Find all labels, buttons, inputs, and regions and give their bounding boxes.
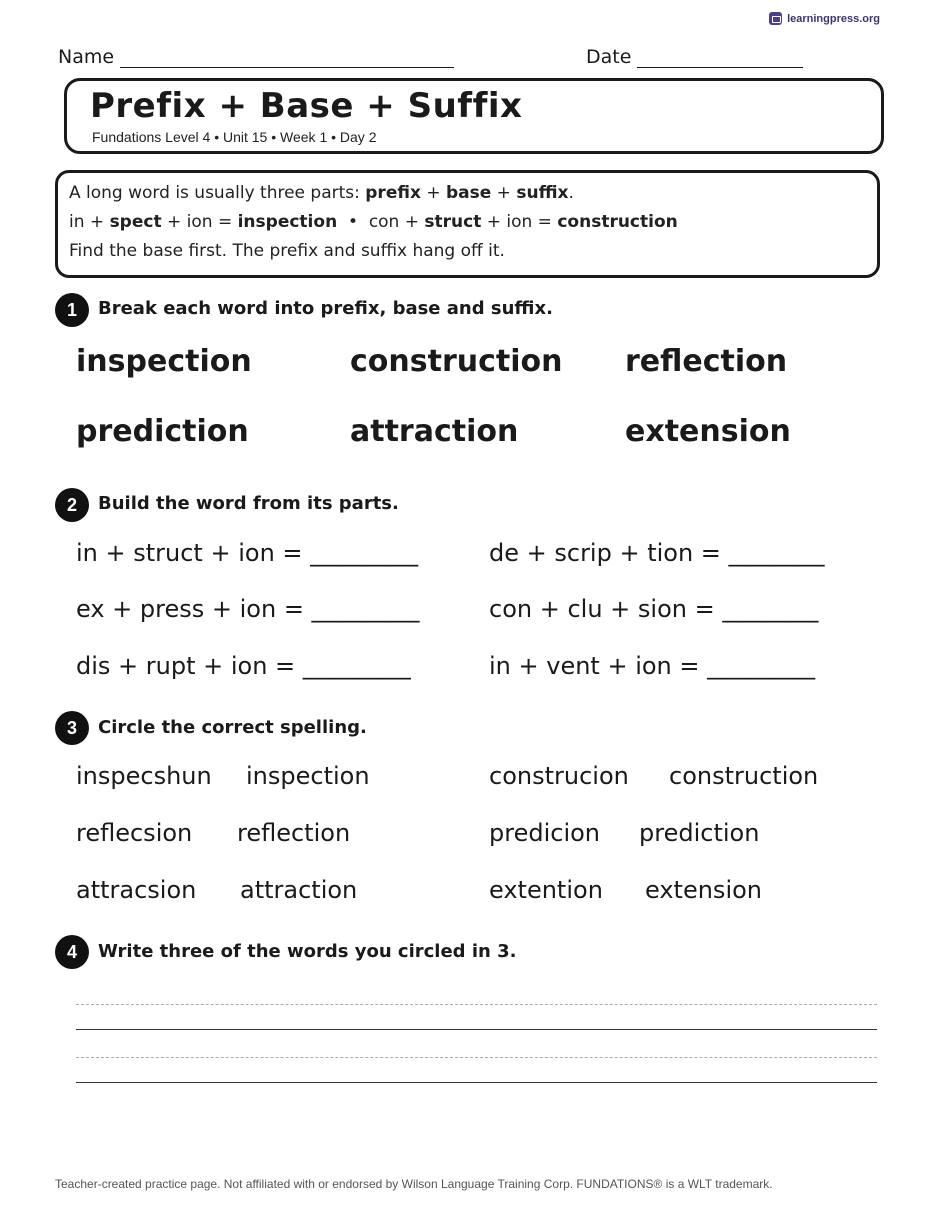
info-bold: prefix <box>365 183 421 203</box>
spelling-option[interactable]: construction <box>669 762 819 790</box>
spelling-option[interactable]: attracsion <box>76 876 197 904</box>
break-word: attraction <box>350 414 519 449</box>
info-bold: spect <box>109 212 162 232</box>
info-bold: construction <box>557 212 678 232</box>
date-field <box>586 46 803 68</box>
info-text: in + <box>69 212 110 232</box>
section-instruction: Circle the correct spelling. <box>98 717 367 738</box>
break-word: reflection <box>625 344 788 379</box>
spelling-option[interactable]: predicion <box>489 819 600 847</box>
spelling-option[interactable]: extension <box>645 876 762 904</box>
section-number: 1 <box>55 293 89 327</box>
info-bold: inspection <box>237 212 338 232</box>
writing-line[interactable] <box>76 1029 877 1030</box>
section-instruction: Break each word into prefix, base and suffix. <box>98 298 553 319</box>
spelling-option[interactable]: reflecsion <box>76 819 193 847</box>
section-instruction: Write three of the words you circled in 3. <box>98 941 517 962</box>
section-number: 3 <box>55 711 89 745</box>
build-equation[interactable]: con + clu + sion = ________ <box>489 595 819 623</box>
break-word: extension <box>625 414 791 449</box>
section-instruction: Build the word from its parts. <box>98 493 399 514</box>
brand-logo[interactable] <box>769 12 880 25</box>
page-title: Prefix + Base + Suffix <box>90 86 523 126</box>
info-line-1 <box>69 183 574 203</box>
info-text: . <box>568 183 574 203</box>
build-equation[interactable]: in + struct + ion = _________ <box>76 539 419 567</box>
footer-disclaimer: Teacher-created practice page. Not affiliated with or endorsed by Wilson Language Training Corp. FUNDATIONS® is a WLT trademark. <box>55 1177 773 1191</box>
info-text: + <box>491 183 517 203</box>
info-text: + ion = <box>481 212 558 232</box>
section-number: 4 <box>55 935 89 969</box>
date-line[interactable] <box>637 49 803 68</box>
info-line-2 <box>69 212 678 232</box>
brand-name: learningpress.org <box>787 12 880 25</box>
spelling-option[interactable]: inspection <box>246 762 370 790</box>
info-line-3: Find the base first. The prefix and suffix hang off it. <box>69 241 505 261</box>
spelling-option[interactable]: extention <box>489 876 603 904</box>
info-bold: suffix <box>516 183 569 203</box>
writing-line[interactable] <box>76 1082 877 1083</box>
break-word: construction <box>350 344 563 379</box>
spelling-option[interactable]: attraction <box>240 876 358 904</box>
page-subtitle: Fundations Level 4 • Unit 15 • Week 1 • Day 2 <box>92 129 377 145</box>
info-text: A long word is usually three parts: <box>69 183 366 203</box>
writing-guide-dashed <box>76 1057 877 1058</box>
spelling-option[interactable]: reflection <box>237 819 351 847</box>
build-equation[interactable]: in + vent + ion = _________ <box>489 652 816 680</box>
build-equation[interactable]: dis + rupt + ion = _________ <box>76 652 411 680</box>
spelling-option[interactable]: construcion <box>489 762 629 790</box>
info-text: + <box>420 183 446 203</box>
info-text: • con + <box>337 212 425 232</box>
section-number: 2 <box>55 488 89 522</box>
info-bold: struct <box>424 212 482 232</box>
spelling-option[interactable]: prediction <box>639 819 760 847</box>
name-field <box>58 46 454 68</box>
writing-guide-dashed <box>76 1004 877 1005</box>
date-label: Date <box>586 46 632 68</box>
info-bold: base <box>445 183 492 203</box>
build-equation[interactable]: de + scrip + tion = ________ <box>489 539 825 567</box>
build-equation[interactable]: ex + press + ion = _________ <box>76 595 420 623</box>
spelling-option[interactable]: inspecshun <box>76 762 212 790</box>
break-word: prediction <box>76 414 249 449</box>
info-text: + ion = <box>161 212 238 232</box>
book-icon <box>769 12 782 25</box>
name-line[interactable] <box>120 49 454 68</box>
break-word: inspection <box>76 344 252 379</box>
name-label: Name <box>58 46 115 68</box>
